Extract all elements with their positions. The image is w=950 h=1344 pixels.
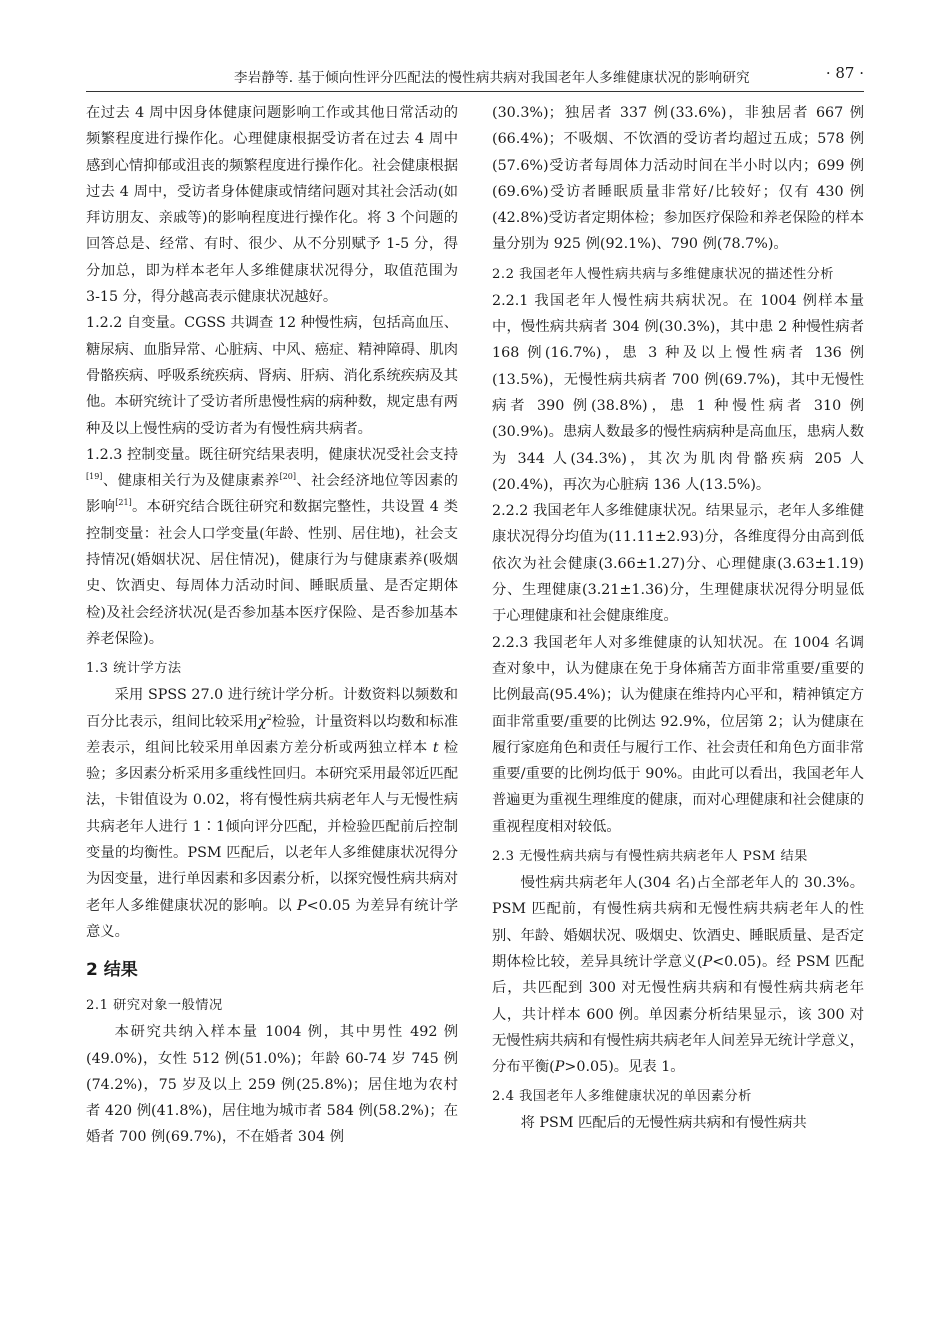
paragraph-2-1-cont: (30.3%)；独居者 337 例(33.6%)，非独居者 667 例(66.4%)；不吸烟、不饮酒的受访者均超过五成；578 例(57.6%)受访者每周体力活动时间在半小时以内；699 例(69.6%)受访者睡眠质量非常好/比较好；仅有 430 例(42.8%)受访者定期体检；参加医疗保险和养老保险的样本量分别为 925 例(92.1%)、790 例(78.7%)。 [492,105,864,253]
paragraph-intro: 在过去 4 周中因身体健康问题影响工作或其他日常活动的频繁程度进行操作化。心理健康根据受访者在过去 4 周中感到心情抑郁或沮丧的频繁程度进行操作化。社会健康根据过去 4 周中，受访者身体健康或情绪问题对其社会活动(如拜访朋友、亲戚等)的影响程度进行操作化。将 3 个问题的回答总是、经常、有时、很少、从不分别赋予 1-5 分，得分加总，即为样本老年人多维健康状况得分，取值范围为 3-15 分，得分越高表示健康状况越好。 [86,105,458,306]
paragraph-1-2-3 [86,442,458,652]
p-symbol: P [297,897,307,914]
paragraph-2-1: 本研究共纳入样本量 1004 例，其中男性 492 例(49.0%)，女性 512 例(51.0%)；年龄 60-74 岁 745 例(74.2%)，75 岁及以上 259 例(25.8%)；居住地为农村者 420 例(41.8%)，居住地为城市者 584 例(58.2%)；在婚者 700 例(69.7%)，不在婚者 304 例 [86,1024,458,1146]
heading-2-2: 2.2 我国老年人慢性病共病与多维健康状况的描述性分析 [492,266,834,282]
text-1-2-3-b: 、健康相关行为及健康素养 [102,473,280,490]
paragraph-2-4: 将 PSM 匹配后的无慢性病共病和有慢性病共 [520,1115,807,1132]
header-rule [86,91,864,92]
citation-20[interactable]: [20] [279,472,296,482]
page-number: · 87 · [825,64,864,82]
citation-19[interactable]: [19] [86,472,103,482]
right-column [492,100,864,1137]
heading-2-3: 2.3 无慢性病共病与有慢性病共病老年人 PSM 结果 [492,849,808,865]
paragraph-1-3 [86,682,458,945]
heading-2-1: 2.1 研究对象一般情况 [86,998,223,1014]
paragraph-2-2-2: 2.2.2 我国老年人多维健康状况。结果显示，老年人多维健康状况得分均值为(11.11±2.93)分，各维度得分由高到低依次为社会健康(3.66±1.27)分、心理健康(3.63±1.19)分、生理健康(3.21±1.36)分，生理健康状况得分明显低于心理健康和社会健康维度。 [492,503,864,625]
heading-1-3: 1.3 统计学方法 [86,661,182,677]
text-1-2-3-d: 。本研究结合既往研究和数据完整性，共设置 4 类控制变量：社会人口学变量(年龄、性别、居住地)，社会支持情况(婚姻状况、居住情况)，健康行为与健康素养(吸烟史、饮酒史、每周体力活动时间、睡眠质量、是否定期体检)及社会经济状况(是否参加基本医疗保险、是否参加基本养老保险)。 [86,499,458,647]
chi-superscript: 2 [266,712,272,722]
chi-symbol: χ [257,713,267,730]
citation-21[interactable]: [21] [115,498,132,508]
text-2-3-c: >0.05)。见表 1。 [564,1059,685,1076]
running-title: 李岩静等. 基于倾向性评分匹配法的慢性病共病对我国老年人多维健康状况的影响研究 [234,70,750,86]
text-1-3-a: 采用 SPSS 27.0 进行统计学分析。计数资料以频数和百分比表示，组间比较采用 [86,687,458,730]
text-1-2-3-c: 、社会经济地位等因素的影响 [86,473,458,516]
text-1-3-c: 检验；多因素分析采用多重线性回归。本研究采用最邻近匹配法，卡钳值设为 0.02，将有慢性病共病老年人与无慢性病共病老年人进行 1∶1倾向评分匹配，并检验匹配前后控制变量的均衡性。PSM 匹配后，以老年人多维健康状况得分为因变量，进行单因素和多因素分析，以探究慢性病共病对老年人多维健康状况的影响。以 [86,739,458,914]
running-header [86,64,864,88]
text-1-3-b: 检验，计量资料以均数和标准差表示，组间比较采用单因素方差分析或两独立样本 [86,713,458,756]
text-1-2-3-a: 1.2.3 控制变量。既往研究结果表明，健康状况受社会支持 [86,446,458,463]
p-symbol-1: P [702,953,713,970]
left-column [86,100,458,1151]
paragraph-2-3 [492,870,864,1080]
heading-2: 2 结果 [86,960,138,981]
heading-2-4: 2.4 我国老年人多维健康状况的单因素分析 [492,1089,752,1105]
text-1-2-2: 1.2.2 自变量。CGSS 共调查 12 种慢性病，包括高血压、糖尿病、血脂异常、心脏病、中风、癌症、精神障碍、肌肉骨骼疾病、呼吸系统疾病、肾病、肝病、消化系统疾病及其他。本研究统计了受访者所患慢性病的病种数，规定患有两种及以上慢性病的受访者为有慢性病共病者。 [86,315,458,437]
text-1-3-d: <0.05 为差异有统计学意义。 [86,897,458,940]
paragraph-2-2-3: 2.2.3 我国老年人对多维健康的认知状况。在 1004 名调查对象中，认为健康在免于身体痛苦方面非常重要/重要的比例最高(95.4%)；认为健康在维持内心平和，精神镇定方面非常重要/重要的比例达 92.9%，位居第 2；认为健康在履行家庭角色和责任与履行工作、社会责任和角色方面非常重要/重要的比例均低于 90%。由此可以看出，我国老年人普遍更为重视生理维度的健康，而对心理健康和社会健康的重视程度相对较低。 [492,634,864,835]
paragraph-1-2-2 [86,310,458,441]
p-symbol-2: P [554,1059,565,1076]
t-symbol: t [432,739,439,756]
paragraph-2-2-1: 2.2.1 我国老年人慢性病共病状况。在 1004 例样本量中，慢性病共病者 304 例(30.3%)，其中患 2 种慢性病者 168 例(16.7%)，患 3 种及以上慢性病者 136 例(13.5%)，无慢性病共病者 700 例(69.7%)，其中无慢性病者 390 例(38.8%)，患 1 种慢性病者 310 例(30.9%)。患病人数最多的慢性病病种是高血压，患病人数为 344 人(34.3%)，其次为肌肉骨骼疾病 205 人(20.4%)，再次为心脏病 136 人(13.5%)。 [492,292,864,493]
text-2-3-a: 慢性病共病老年人(304 名)占全部老年人的 30.3%。PSM 匹配前，有慢性病共病和无慢性病共病老年人的性别、年龄、婚姻状况、吸烟史、饮酒史、睡眠质量、是否定期体检比较，差异具统计学意义( [492,875,864,970]
text-2-3-b: <0.05)。经 PSM 匹配后，共匹配到 300 对无慢性病共病和有慢性病共病老年人，共计样本 600 例。单因素分析结果显示，该 300 对无慢性病共病和有慢性病共病老年人间差异无统计学意义，分布平衡( [492,953,864,1076]
